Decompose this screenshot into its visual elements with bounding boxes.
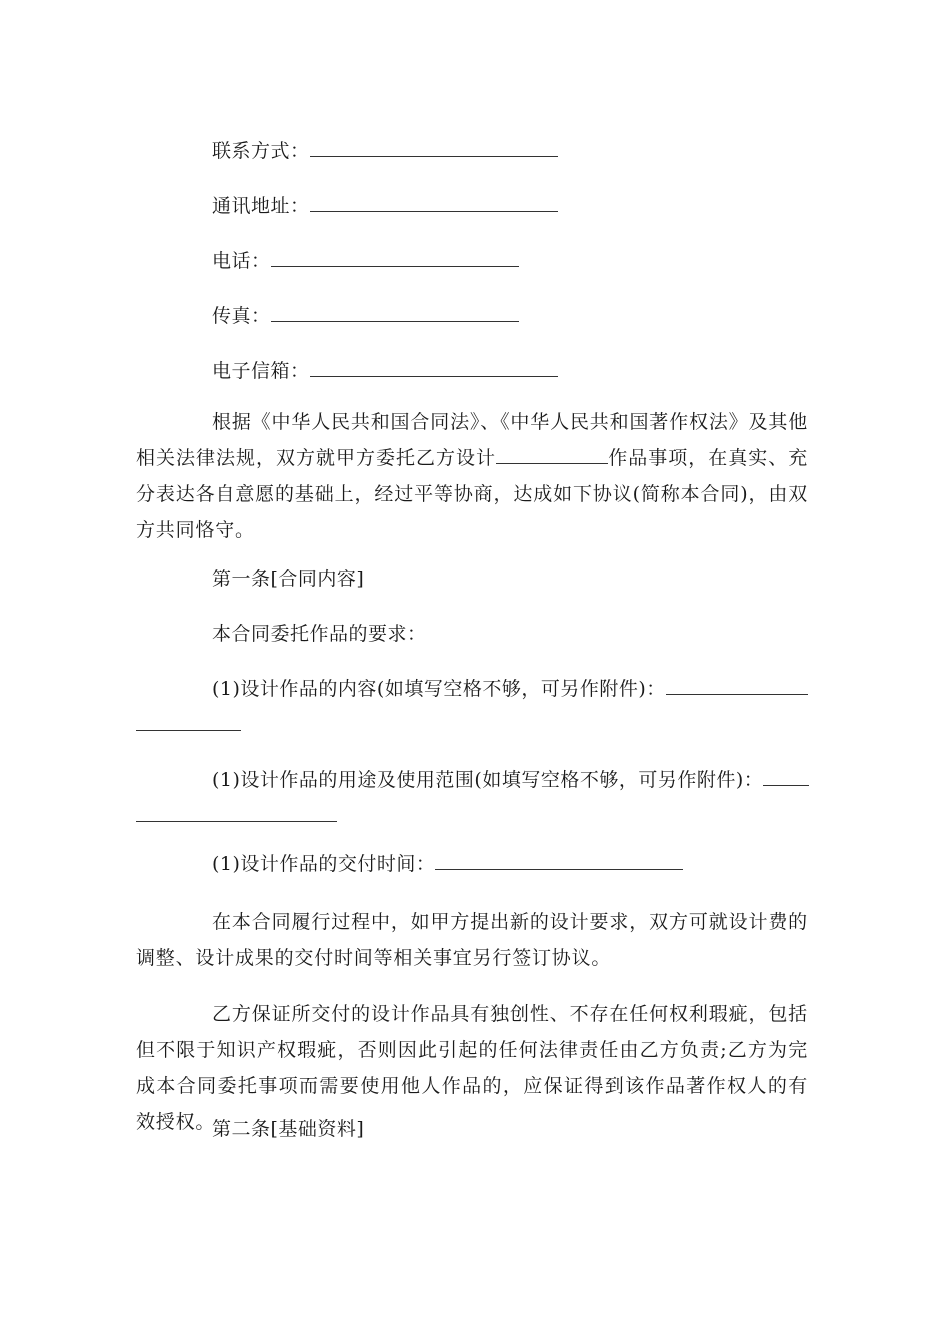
item-content: [212, 676, 808, 702]
item-usage: [212, 767, 809, 793]
phone-label: 电话：: [212, 250, 271, 272]
article2-heading: 第二条[基础资料]: [212, 1118, 365, 1140]
intro-text-part1: 根据《中华人民共和国合同法》、《中华人民共和国著作权法》及其他相关法律法规，双方就甲方委托乙方设计: [136, 411, 808, 469]
phone-blank[interactable]: [271, 248, 519, 267]
guarantee-paragraph: 乙方保证所交付的设计作品具有独创性、不存在任何权利瑕疵，包括但不限于知识产权瑕疵，否则因此引起的任何法律责任由乙方负责;乙方为完成本合同委托事项而需要使用他人作品的，应保证得到该作品著作权人的有效授权。: [136, 1003, 808, 1133]
item-content-blank[interactable]: [666, 676, 808, 695]
fax-label: 传真：: [212, 305, 271, 327]
requirement-title: 本合同委托作品的要求：: [212, 623, 427, 645]
address-blank[interactable]: [310, 193, 558, 212]
fax-blank[interactable]: [271, 303, 519, 322]
fax-field: [212, 303, 519, 329]
item-usage-blank[interactable]: [763, 767, 809, 786]
item-usage-label: (1)设计作品的用途及使用范围(如填写空格不够，可另作附件)：: [212, 769, 764, 791]
address-label: 通讯地址：: [212, 195, 310, 217]
intro-paragraph: [136, 404, 808, 548]
design-work-blank[interactable]: [496, 446, 608, 464]
contact-method-blank[interactable]: [310, 138, 558, 157]
article1-heading: 第一条[合同内容]: [212, 568, 365, 590]
item-content-continuation: [136, 712, 241, 738]
item-usage-blank-2[interactable]: [136, 803, 337, 822]
contact-method-field: [212, 138, 558, 164]
item-usage-continuation: [136, 803, 337, 829]
intro-text-part2: 作品事项，在真实、充分表达各自意愿的基础上，经过平等协商，达成如下协议(简称本合同)，由双方共同恪守。: [136, 447, 808, 541]
email-blank[interactable]: [310, 358, 558, 377]
item-delivery-blank[interactable]: [435, 851, 683, 870]
item-delivery-label: (1)设计作品的交付时间：: [212, 853, 436, 875]
new-requirements-paragraph: 在本合同履行过程中，如甲方提出新的设计要求，双方可就设计费的调整、设计成果的交付时间等相关事宜另行签订协议。: [136, 911, 808, 969]
phone-field: [212, 248, 519, 274]
item-content-label: (1)设计作品的内容(如填写空格不够，可另作附件)：: [212, 678, 666, 700]
email-field: [212, 358, 558, 384]
email-label: 电子信箱：: [212, 360, 310, 382]
item-delivery: [212, 851, 683, 877]
address-field: [212, 193, 558, 219]
item-content-blank-2[interactable]: [136, 712, 241, 731]
contact-method-label: 联系方式：: [212, 140, 310, 162]
